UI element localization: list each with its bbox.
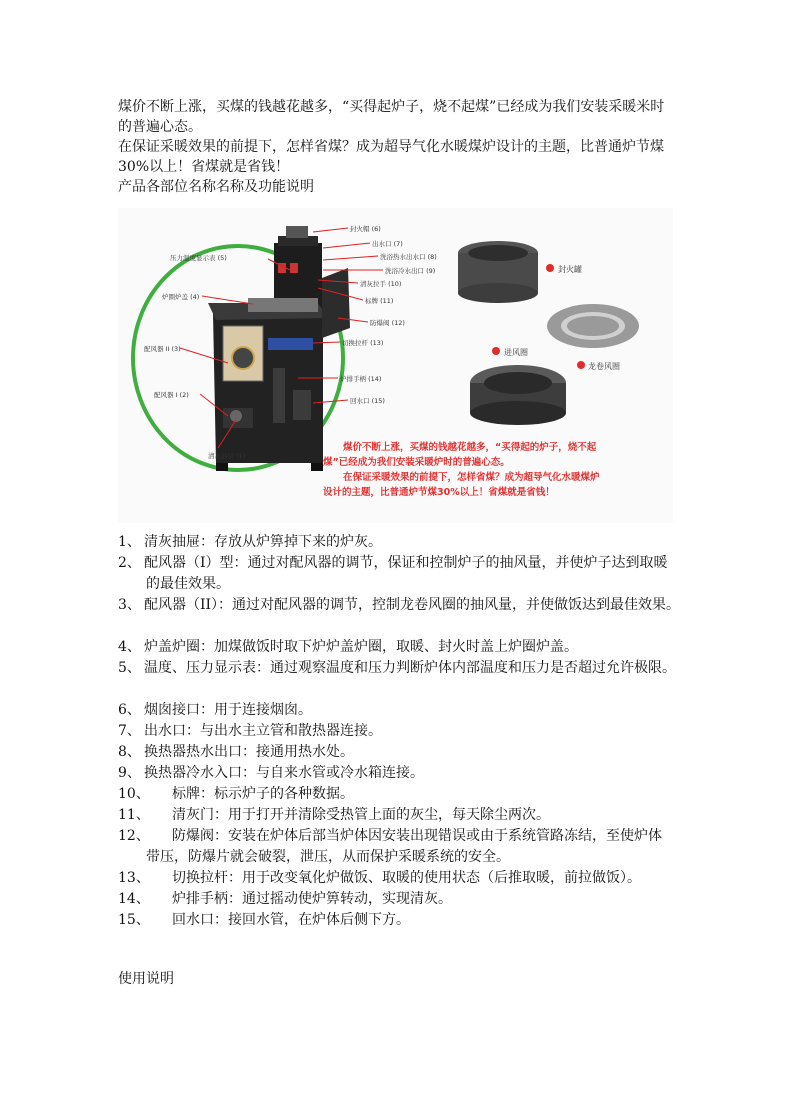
callout-label: 防爆阀 (12): [370, 319, 405, 327]
callout-label: 封火帽 (6): [350, 225, 381, 233]
list-item: [118, 637, 688, 658]
callout-marker-icon: [577, 361, 585, 369]
item-number: 4、: [118, 639, 141, 655]
intro-line: 的普遍心态。: [118, 119, 202, 135]
item-number: 10、: [118, 786, 150, 802]
parts-list: [118, 532, 688, 931]
item-number: 11、: [118, 807, 150, 823]
item-number: 8、: [118, 744, 141, 760]
item-number: 7、: [118, 723, 141, 739]
list-item: [118, 553, 688, 574]
item-text: 配风器（II）：通过对配风器的调节，控制龙卷风圈的抽风量，并使做饭达到最佳效果。: [144, 597, 681, 613]
item-text: 清灰抽屉：存放从炉箅掉下来的炉灰。: [144, 534, 382, 550]
part-label: 进风圈: [504, 348, 528, 357]
callout-label: 回水口 (15): [350, 397, 385, 405]
nameplate: [268, 338, 313, 350]
item-text: 标牌：标示炉子的各种数据。: [172, 786, 354, 802]
item-text: 配风器（I）型：通过对配风器的调节，保证和控制炉子的抽风量，并使炉子达到取暖: [144, 555, 668, 571]
intro-line: 在保证采暖效果的前提下，怎样省煤？成为超导气化水暖煤炉设计的主题，比普通炉节煤: [118, 139, 664, 155]
item-text: 烟囱接口：用于连接烟囱。: [144, 702, 312, 718]
intro-line: 30%以上！省煤就是省钱！: [118, 159, 290, 175]
item-text: 清灰门：用于打开并清除受热管上面的灰尘，每天除尘两次。: [172, 807, 550, 823]
item-text: 回水口：接回水管，在炉体后侧下方。: [172, 912, 410, 928]
item-number: 6、: [118, 702, 141, 718]
callout-label: 清灰拉手 (10): [360, 280, 402, 288]
callout-label: 标牌 (11): [365, 297, 394, 305]
item-number: 13、: [118, 870, 150, 886]
callout-marker-icon: [492, 347, 500, 355]
item-text: 炉盖炉圈：加煤做饭时取下炉炉盖炉圈，取暖、封火时盖上炉圈炉盖。: [144, 639, 578, 655]
item-text: 换热器热水出口：接通用热水处。: [144, 744, 354, 760]
intro-line: 煤价不断上涨，买煤的钱越花越多，“买得起炉子，烧不起煤”已经成为我们安装采暖米时: [118, 99, 665, 115]
section-heading: 产品各部位名称名称及功能说明: [118, 179, 314, 195]
item-number: 3、: [118, 597, 141, 613]
stove-top-plate: [248, 298, 318, 312]
item-text: 防爆阀：安装在炉体后部当炉体因安装出现错误或由于系统管路冻结，至使炉体: [172, 828, 662, 844]
list-item: [118, 805, 688, 826]
item-number: 1、: [118, 534, 141, 550]
item-continuation: 的最佳效果。: [146, 576, 230, 592]
list-item: [118, 532, 688, 553]
item-number: 14、: [118, 891, 150, 907]
part-label: 封火罐: [558, 265, 582, 274]
item-text: 换热器冷水入口：与自来水管或冷水箱连接。: [144, 765, 424, 781]
item-number: 12、: [118, 828, 150, 844]
callout-label: 切换拉杆 (13): [342, 339, 384, 347]
intro-text: [118, 97, 678, 197]
callout-label: 清灰抽屉 (1): [208, 452, 246, 460]
part-label: 龙卷风圈: [588, 362, 620, 371]
list-item: [118, 889, 688, 910]
product-diagram: [118, 208, 673, 523]
callout-label: 炉圈炉盖 (4): [162, 293, 200, 301]
callout-label: 配风器 I (2): [154, 391, 189, 399]
promo-note-line: 煤价不断上涨，买煤的钱越花越多，“买得起的炉子，烧不起: [343, 442, 597, 453]
usage-heading: 使用说明: [118, 971, 174, 987]
promo-note-line: 在保证采暖效果的前提下，怎样省煤？成为超导气化水暖煤炉: [343, 472, 600, 483]
gauge-icon: [232, 347, 254, 369]
promo-note-line: 设计的主题，比普通炉节煤30%以上！省煤就是省钱！: [323, 487, 555, 498]
tornado-ring-illustration: [547, 304, 639, 348]
callout-label: 炉排手柄 (14): [340, 375, 382, 383]
item-number: 5、: [118, 660, 141, 676]
list-item: [118, 763, 688, 784]
item-number: 2、: [118, 555, 141, 571]
list-item: [118, 910, 688, 931]
list-item: [118, 868, 688, 889]
list-item: [118, 700, 688, 721]
callout-label: 洗浴热水出水口 (8): [380, 253, 437, 261]
callout-marker-icon: [546, 264, 554, 272]
item-continuation: 带压，防爆片就会破裂，泄压，从而保护采暖系统的安全。: [146, 849, 510, 865]
promo-note-line: 煤”已经成为我们安装采暖炉时的普遍心态。: [323, 457, 510, 468]
sealing-pot-illustration: [458, 241, 538, 303]
callout-label: 出水口 (7): [372, 240, 403, 248]
list-item: [118, 595, 688, 616]
promo-note: [323, 440, 668, 500]
list-item: [118, 742, 688, 763]
callout-label: 压力温度显示表 (5): [170, 254, 227, 262]
callout-label: 配风器 II (3): [144, 345, 181, 353]
sealing-cap: [286, 226, 308, 238]
item-text: 出水口：与出水主立管和散热器连接。: [144, 723, 382, 739]
item-text: 切换拉杆：用于改变氧化炉做饭、取暖的使用状态（后推取暖，前拉做饭）。: [172, 870, 641, 886]
item-text: 温度、压力显示表：通过观察温度和压力判断炉体内部温度和压力是否超过允许极限。: [144, 660, 676, 676]
list-item: [118, 826, 688, 847]
air-inlet-ring-illustration: [470, 365, 566, 425]
list-item: [118, 784, 688, 805]
list-item: [118, 658, 688, 679]
item-number: 9、: [118, 765, 141, 781]
list-item: [118, 721, 688, 742]
callout-label: 洗浴冷水出口 (9): [385, 267, 436, 275]
item-text: 炉排手柄：通过摇动使炉箅转动，实现清灰。: [172, 891, 452, 907]
item-number: 15、: [118, 912, 150, 928]
